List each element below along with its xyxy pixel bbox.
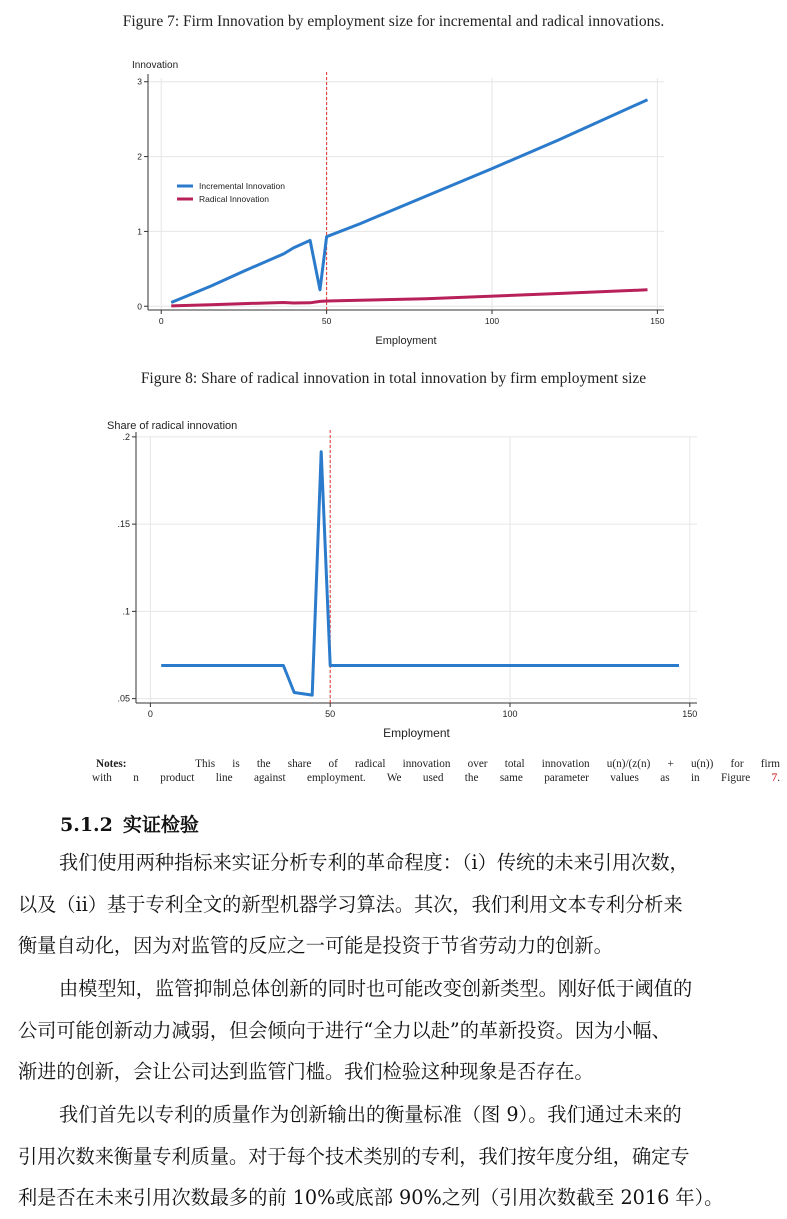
- y-tick-label: 3: [137, 76, 142, 87]
- notes-text-2: with n product line against employment. We used the same parameter values as in Figure: [92, 771, 751, 784]
- x-tick-label: 50: [321, 316, 332, 326]
- figure-7-chart: [0, 52, 787, 352]
- paragraph-line: 公司可能创新动力减弱，但会倾向于进行“全力以赴”的革新投资。因为小幅、: [18, 1018, 671, 1042]
- paragraph-2: [18, 968, 758, 1093]
- figure-notes: [92, 758, 781, 785]
- x-axis-title: Employment: [383, 726, 450, 740]
- series-line-1: [161, 452, 679, 695]
- figure-reference-link[interactable]: 7: [771, 771, 778, 784]
- x-tick-label: 100: [502, 709, 518, 719]
- notes-label: Notes:: [96, 758, 127, 770]
- x-tick-label: 0: [147, 709, 153, 719]
- y-tick-label: 1: [137, 226, 142, 237]
- paragraph-line: 由模型知，监管抑制总体创新的同时也可能改变创新类型。刚好低于阈值的: [59, 977, 693, 1000]
- y-axis-title: Innovation: [132, 60, 179, 71]
- x-axis-title: Employment: [375, 335, 437, 347]
- paragraph-line: 以及（ii）基于专利全文的新型机器学习算法。其次，我们利用文本专利分析来: [18, 892, 683, 916]
- paragraph-line: 利是否在未来引用次数最多的前 10%或底部 90%之列（引用次数截至 2016 年）。: [18, 1186, 724, 1209]
- paragraph-line: 衡量自动化，因为对监管的反应之一可能是投资于节省劳动力的创新。: [18, 934, 613, 957]
- figure-8-chart: [0, 410, 787, 745]
- y-axis-title: Share of radical innovation: [107, 420, 238, 432]
- section-title: 实证检验: [122, 814, 199, 836]
- legend-label: Incremental Innovation: [199, 181, 285, 191]
- series-line-2: [171, 290, 647, 306]
- paragraph-line: 渐进的创新，会让公司达到监管门槛。我们检验这种现象是否存在。: [18, 1060, 594, 1083]
- x-tick-label: 150: [682, 709, 698, 719]
- figure-7-caption: Figure 7: Firm Innovation by employment size for incremental and radical innovations.: [122, 13, 665, 30]
- paragraph-1: [18, 842, 758, 967]
- paragraph-line: 我们使用两种指标来实证分析专利的革命程度：（i）传统的未来引用次数，: [59, 851, 689, 874]
- y-tick-label: .1: [122, 606, 130, 617]
- legend-label: Radical Innovation: [199, 194, 269, 204]
- y-tick-label: 0: [137, 301, 142, 312]
- figure-8-caption: Figure 8: Share of radical innovation in total innovation by firm employment size: [140, 370, 647, 387]
- y-tick-label: 2: [137, 151, 142, 162]
- paragraph-3: [18, 1094, 758, 1219]
- x-tick-label: 0: [158, 316, 164, 326]
- y-tick-label: .15: [117, 519, 130, 530]
- notes-text-1: This is the share of radical innovation over total innovation u(n)/(z(n) + u(n)) for firm: [195, 758, 780, 770]
- y-tick-label: .05: [117, 693, 130, 704]
- notes-line-1: [96, 758, 780, 772]
- y-tick-label: .2: [122, 431, 130, 442]
- x-tick-label: 50: [325, 709, 336, 719]
- paragraph-line: 我们首先以专利的质量作为创新输出的衡量标准（图 9）。我们通过未来的: [59, 1103, 682, 1126]
- notes-text-2-end: .: [777, 771, 781, 784]
- section-heading: [60, 810, 199, 837]
- x-tick-label: 150: [650, 316, 665, 326]
- x-tick-label: 100: [484, 316, 500, 326]
- section-number: 5.1.2: [60, 814, 113, 836]
- paragraph-line: 引用次数来衡量专利质量。对于每个技术类别的专利，我们按年度分组，确定专: [18, 1144, 690, 1168]
- notes-line-2: [92, 772, 780, 786]
